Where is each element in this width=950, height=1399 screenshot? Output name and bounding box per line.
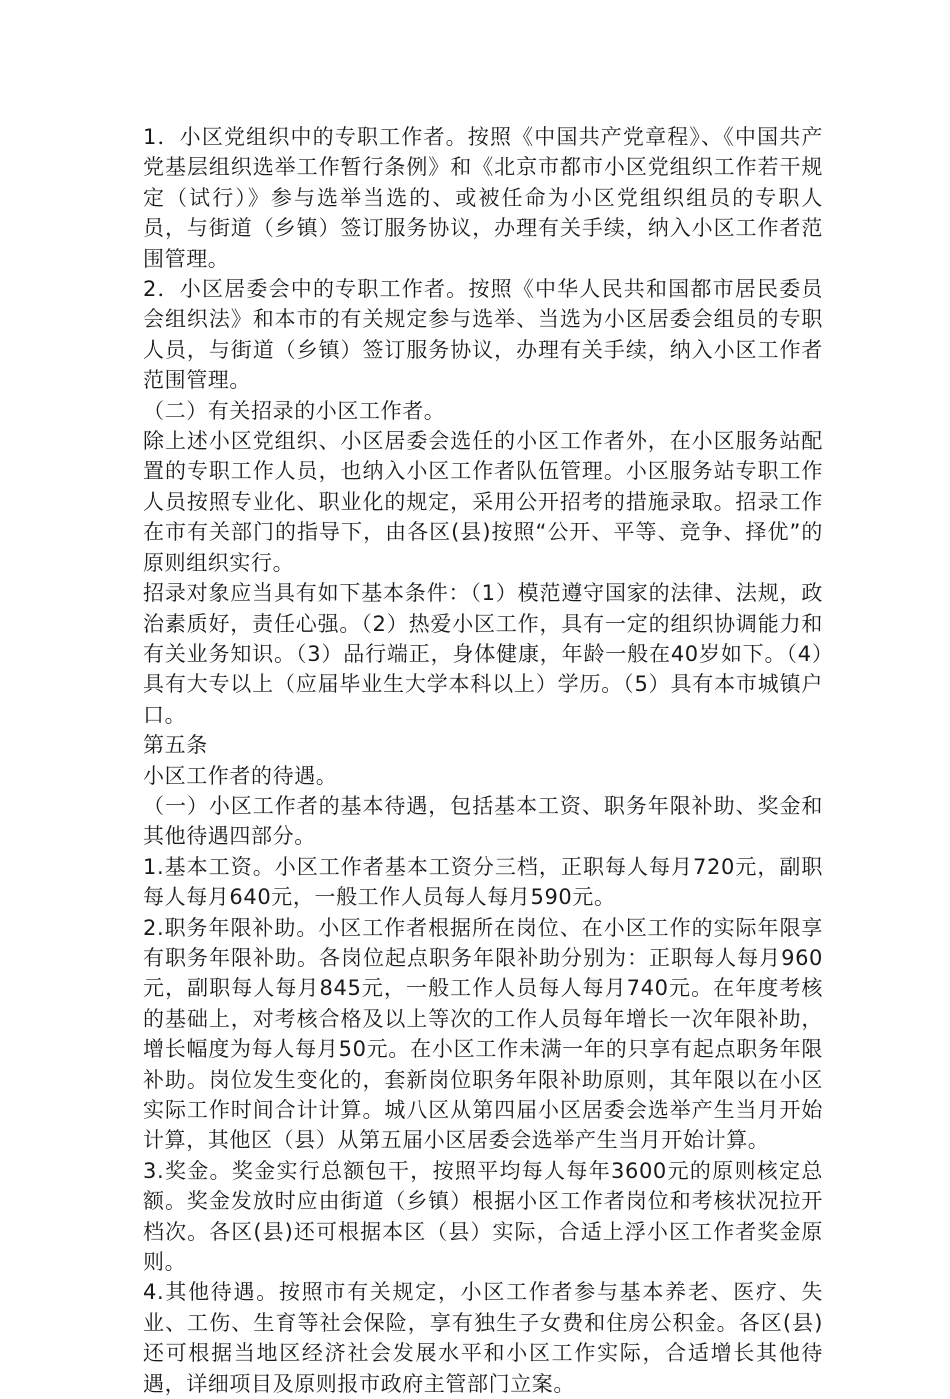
paragraph-service-year-subsidy: 2.职务年限补助。小区工作者根据所在岗位、在小区工作的实际年限享有职务年限补助。各岗位起点职务年限补助分别为：正职每人每月960元，副职每人每月845元，一般工作人员每人每月740元。在年度考核的基础上，对考核合格及以上等次的工作人员每年增长一次年限补助，增长幅度为每人每月50元。在小区工作未满一年的只享有起点职务年限补助。岗位发生变化的，套新岗位职务年限补助原则，其年限以在小区实际工作时间合计计算。城八区从第四届小区居委会选举产生当月开始计算，其他区（县）从第五届小区居委会选举产生当月开始计算。 (143, 915, 823, 1153)
paragraph-basic-salary: 1.基本工资。小区工作者基本工资分三档，正职每人每月720元，副职每人每月640元，一般工作人员每人每月590元。 (143, 854, 823, 910)
paragraph-bonus: 3.奖金。奖金实行总额包干，按照平均每人每年3600元的原则核定总额。奖金发放时应由街道（乡镇）根据小区工作者岗位和考核状况拉开档次。各区(县)还可根据本区（县）实际，合适上浮小区工作者奖金原则。 (143, 1158, 823, 1275)
paragraph-other-benefits: 4.其他待遇。按照市有关规定，小区工作者参与基本养老、医疗、失业、工伤、生育等社会保险，享有独生子女费和住房公积金。各区(县)还可根据当地区经济社会发展水平和小区工作实际，合适增长其他待遇，详细项目及原则报市政府主管部门立案。 (143, 1280, 823, 1396)
paragraph-service-station-recruitment: 除上述小区党组织、小区居委会选任的小区工作者外，在小区服务站配置的专职工作人员，也纳入小区工作者队伍管理。小区服务站专职工作人员按照专业化、职业化的规定，采用公开招考的措施录取。招录工作在市有关部门的指导下，由各区(县)按照“公开、平等、竞争、择优”的原则组织实行。 (143, 429, 823, 575)
section-heading-basic-treatment: （一）小区工作者的基本待遇，包括基本工资、职务年限补助、奖金和其他待遇四部分。 (143, 793, 823, 849)
paragraph-party-organization-workers: 1．小区党组织中的专职工作者。按照《中国共产党章程》、《中国共产党基层组织选举工作暂行条例》和《北京市都市小区党组织工作若干规定（试行）》参与选举当选的、或被任命为小区党组织组员的专职人员，与街道（乡镇）签订服务协议，办理有关手续，纳入小区工作者范围管理。 (143, 125, 823, 271)
article-title: 小区工作者的待遇。 (143, 763, 338, 788)
section-heading-recruited-workers: （二）有关招录的小区工作者。 (143, 398, 446, 423)
paragraph-recruitment-conditions: 招录对象应当具有如下基本条件：（1）模范遵守国家的法律、法规，政治素质好，责任心强。（2）热爱小区工作，具有一定的组织协调能力和有关业务知识。（3）品行端正，身体健康，年龄一般在40岁如下。（4）具有大专以上（应届毕业生大学本科以上）学历。（5）具有本市城镇户口。 (143, 581, 823, 727)
paragraph-residents-committee-workers: 2．小区居委会中的专职工作者。按照《中华人民共和国都市居民委员会组织法》和本市的有关规定参与选举、当选为小区居委会组员的专职人员，与街道（乡镇）签订服务协议，办理有关手续，纳入小区工作者范围管理。 (143, 277, 823, 393)
article-heading: 第五条 (143, 733, 208, 758)
document-body (143, 122, 823, 1399)
